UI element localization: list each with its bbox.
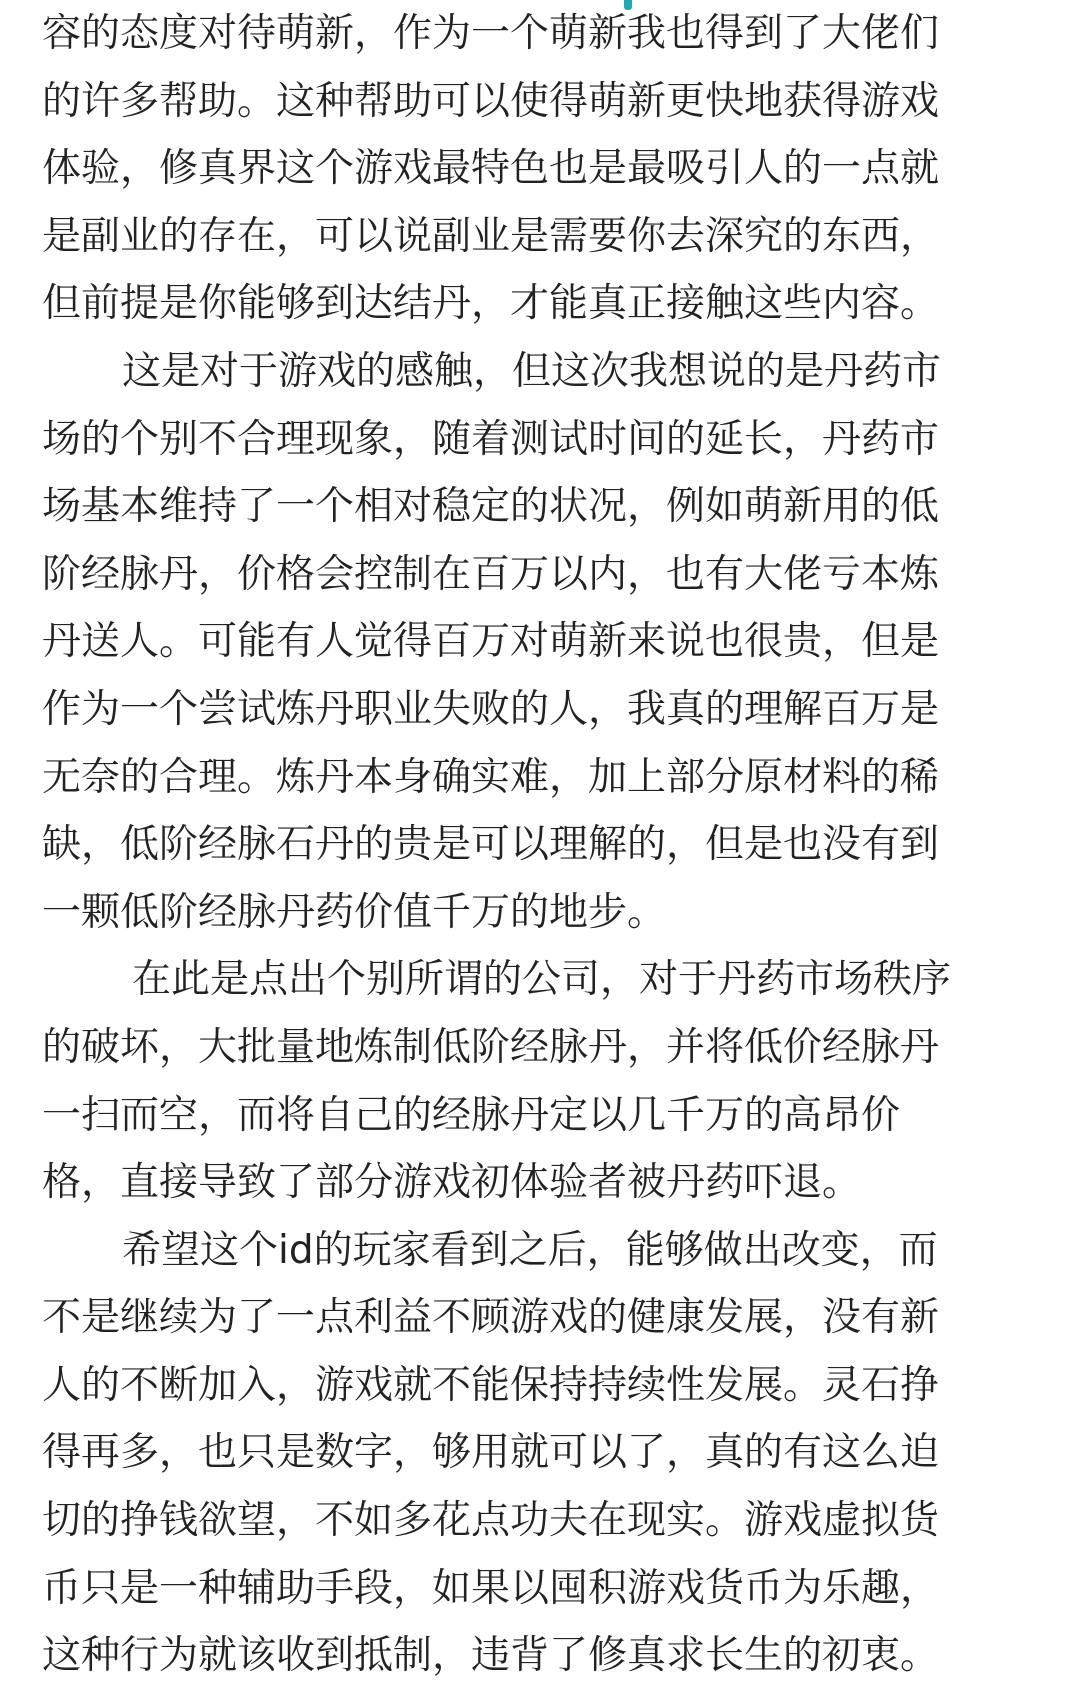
text-line: 得再多，也只是数字，够用就可以了，真的有这么迫 [42,1430,940,1476]
text-line: 格，直接导致了部分游戏初体验者被丹药吓退。 [42,1160,862,1206]
text-line: 阶经脉丹，价格会控制在百万以内，也有大佬亏本炼 [42,551,940,597]
text-line: 容的态度对待萌新，作为一个萌新我也得到了大佬们 [42,11,940,56]
text-line: 的许多帮助。这种帮助可以使得萌新更快地获得游戏 [42,78,940,124]
text-line: 体验，修真界这个游戏最特色也是最吸引人的一点就 [42,146,940,192]
paragraph-start-line: 在此是点出个别所谓的公司，对于丹药市场秩序 [132,957,952,1003]
text-line: 的破坏，大批量地炼制低阶经脉丹，并将低价经脉丹 [42,1024,940,1070]
text-line: 切的挣钱欲望，不如多花点功夫在现实。游戏虚拟货 [42,1498,940,1544]
text-line: 一扫而空，而将自己的经脉丹定以几千万的高昂价 [42,1092,901,1138]
text-line: 是副业的存在，可以说副业是需要你去深究的东西， [42,213,940,259]
text-line: 这种行为就该收到抵制，违背了修真求长生的初衷。 [42,1633,940,1679]
paragraph-start-line: 希望这个id的玩家看到之后，能够做出改变，而 [122,1227,938,1273]
text-line: 作为一个尝试炼丹职业失败的人，我真的理解百万是 [42,686,940,732]
text-line: 一颗低阶经脉丹药价值千万的地步。 [42,889,667,935]
text-line: 场基本维持了一个相对稳定的状况，例如萌新用的低 [42,484,940,530]
text-line: 丹送人。可能有人觉得百万对萌新来说也很贵，但是 [42,619,940,665]
text-line: 场的个别不合理现象，随着测试时间的延长，丹药市 [42,416,940,462]
text-line: 币只是一种辅助手段，如果以囤积游戏货币为乐趣， [42,1565,940,1611]
text-line: 不是继续为了一点利益不顾游戏的健康发展，没有新 [42,1295,940,1341]
paragraph-start-line: 这是对于游戏的感触，但这次我想说的是丹药市 [122,348,942,394]
text-line: 缺，低阶经脉石丹的贵是可以理解的，但是也没有到 [42,822,940,868]
article-body [42,0,1032,1690]
text-line: 无奈的合理。炼丹本身确实难，加上部分原材料的稀 [42,754,940,800]
text-line: 人的不断加入，游戏就不能保持持续性发展。灵石挣 [42,1362,940,1408]
text-line: 但前提是你能够到达结丹，才能真正接触这些内容。 [42,281,940,327]
